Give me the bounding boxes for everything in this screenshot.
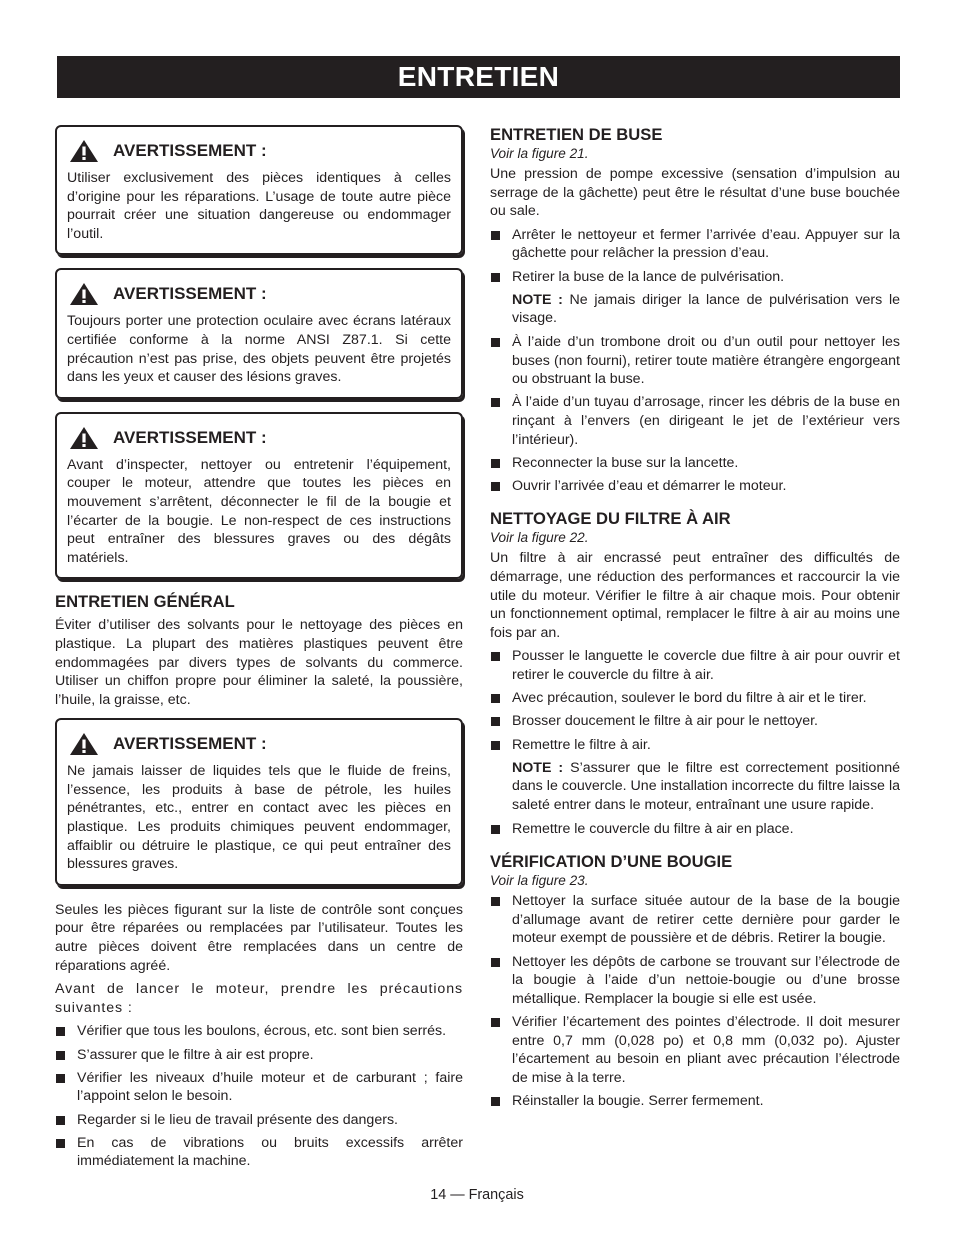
bullet-square-icon xyxy=(491,1097,500,1106)
list-item: En cas de vibrations ou bruits excessifs arrêter immédiatement la machine. xyxy=(55,1134,463,1171)
list-item: Réinstaller la bougie. Serrer fermement. xyxy=(490,1092,900,1111)
bullet-square-icon xyxy=(491,482,500,491)
nozzle-list-2 xyxy=(490,333,900,496)
nozzle-list xyxy=(490,226,900,286)
warning-triangle-icon xyxy=(69,732,99,756)
before-start-text: Avant de lancer le moteur, prendre les précautions suivantes : xyxy=(55,981,463,1016)
before-start-list xyxy=(55,1022,463,1171)
nozzle-text: Une pression de pompe excessive (sensation d’impulsion au serrage de la gâchette) peut être le résultat d’une buse bouchée ou sale. xyxy=(490,166,900,220)
page-banner: ENTRETIEN xyxy=(57,56,900,98)
air-filter-text: Un filtre à air encrassé peut entraîner des difficultés de démarrage, une réduction des performances et raccourcir la vie utile du moteur. Vérifier le filtre à air chaque mois. Pour obtenir un fonctionnement optimal, remplacer le filtre à air au moins une fois par an. xyxy=(490,550,900,641)
bullet-square-icon xyxy=(491,958,500,967)
air-filter-list xyxy=(490,647,900,754)
bullet-square-icon xyxy=(491,694,500,703)
bullet-square-icon xyxy=(491,825,500,834)
list-item: À l’aide d’un tuyau d’arrosage, rincer les débris de la buse en rinçant à l’envers (en dirigeant le jet de l’extérieur vers l’intérieur). xyxy=(490,393,900,449)
warning-text: Ne jamais laisser de liquides tels que le fluide de freins, l’essence, les produits à base de pétrole, les huiles pénétrantes, etc., entrer en contact avec les pièces en plastique. Les produits chimiques peuvent endommager, affaiblir ou détruire le plastique, ce qui peut entraîner des blessures graves. xyxy=(67,763,451,873)
bullet-square-icon xyxy=(491,897,500,906)
general-text: Éviter d’utiliser des solvants pour le nettoyage des pièces en plastique. La plupart des matières plastiques peuvent être endommagées par divers types de solvants du commerce. Utiliser un chiffon propre pour éliminer la saleté, la poussière, l’huile, la graisse, etc. xyxy=(55,617,463,708)
bullet-square-icon xyxy=(491,459,500,468)
left-column xyxy=(55,125,463,1176)
list-item: Retirer la buse de la lance de pulvérisation. xyxy=(490,268,900,287)
list-item: Remettre le filtre à air. xyxy=(490,736,900,755)
bullet-square-icon xyxy=(491,717,500,726)
warning-box-3 xyxy=(55,412,463,580)
list-item: Nettoyer la surface située autour de la base de la bougie d’allumage avant de retirer cette dernière pour garder le moteur exempt de poussière et de débris. Retirer la bougie. xyxy=(490,892,900,948)
list-item: Pousser le languette le covercle due filtre à air pour ouvrir et retirer le couvercle du filtre à air. xyxy=(490,647,900,684)
figure-reference: Voir la figure 23. xyxy=(490,873,589,889)
list-item: Reconnecter la buse sur la lancette. xyxy=(490,454,900,473)
bullet-square-icon xyxy=(491,1018,500,1027)
warning-title: AVERTISSEMENT : xyxy=(113,141,267,160)
bullet-square-icon xyxy=(491,231,500,240)
warning-text: Utiliser exclusivement des pièces identiques à celles d’origine pour les réparations. L’usage de toute autre pièce pourrait créer une situation dangereuse ou endommager l’outil. xyxy=(67,170,451,242)
warning-title: AVERTISSEMENT : xyxy=(113,284,267,304)
parts-text: Seules les pièces figurant sur la liste de contrôle sont conçues pour être réparées ou remplacées par l’utilisateur. Toutes les autre pièces doivent être remplacées dans un centre de réparations agréé. xyxy=(55,901,463,974)
right-column xyxy=(490,125,900,1115)
warning-text: Avant d’inspecter, nettoyer ou entretenir l’équipement, couper le moteur, attendre que toutes les pièces en mouvement s’arrêtent, déconnecter le fil de la bougie et l’écarter de la bougie. Le non-respect de ces instructions peut entraîner des blessures graves ou des dégâts matériels. xyxy=(67,456,451,566)
spark-plug-list xyxy=(490,892,900,1110)
bullet-square-icon xyxy=(491,741,500,750)
section-heading-nozzle: ENTRETIEN DE BUSE xyxy=(490,125,663,144)
list-item: Nettoyer les dépôts de carbone se trouvant sur l’électrode de la bougie à l’aide d’un nettoie-bougie ou d’une brosse métallique. Remplacer la bougie si elle est usée. xyxy=(490,953,900,1009)
section-heading-general: ENTRETIEN GÉNÉRAL xyxy=(55,592,235,612)
list-item: Vérifier que tous les boulons, écrous, etc. sont bien serrés. xyxy=(55,1022,463,1041)
list-item: Vérifier l’écartement des pointes d’électrode. Il doit mesurer entre 0,7 mm (0,028 po) et 0,8 mm (0,032 po). Ajuster l’écartement au besoin en pliant avec précaution l’électrode de mise à la terre. xyxy=(490,1013,900,1087)
warning-title: AVERTISSEMENT : xyxy=(113,734,267,754)
figure-reference: Voir la figure 22. xyxy=(490,530,589,546)
air-filter-note: NOTE : S’assurer que le filtre est correctement positionné dans le couvercle. Une installation incorrecte du filtre laisse la saleté entrer dans le moteur, entraînant une usure rapide. xyxy=(512,759,900,813)
bullet-square-icon xyxy=(491,273,500,282)
nozzle-note: NOTE : Ne jamais diriger la lance de pulvérisation vers le visage. xyxy=(512,291,900,327)
warning-box-1 xyxy=(55,125,463,255)
bullet-square-icon xyxy=(491,338,500,347)
list-item: Avec précaution, soulever le bord du filtre à air et le tirer. xyxy=(490,689,900,708)
list-item: À l’aide d’un trombone droit ou d’un outil pour nettoyer les buses (non fourni), retirer toute matière étrangère engorgeant ou obstruant la buse. xyxy=(490,333,900,389)
list-item: Regarder si le lieu de travail présente des dangers. xyxy=(55,1111,463,1130)
page-footer: 14 — Français xyxy=(430,1187,524,1203)
list-item: Brosser doucement le filtre à air pour le nettoyer. xyxy=(490,712,900,731)
section-heading-air-filter: NETTOYAGE DU FILTRE À AIR xyxy=(490,509,731,529)
bullet-square-icon xyxy=(56,1051,65,1060)
warning-triangle-icon xyxy=(69,139,99,163)
air-filter-list-2 xyxy=(490,820,900,839)
bullet-square-icon xyxy=(56,1139,65,1148)
bullet-square-icon xyxy=(491,398,500,407)
figure-reference: Voir la figure 21. xyxy=(490,146,589,161)
bullet-square-icon xyxy=(56,1074,65,1083)
warning-box-4 xyxy=(55,718,463,886)
warning-text: Toujours porter une protection oculaire avec écrans latéraux certifiée conforme à la norme ANSI Z87.1. Si cette précaution n’est pas prise, des objets peuvent être projetés dans les yeux et causer des lésions graves. xyxy=(67,313,451,386)
warning-triangle-icon xyxy=(69,426,99,450)
list-item: Vérifier les niveaux d’huile moteur et de carburant ; faire l’appoint selon le besoin. xyxy=(55,1069,463,1106)
warning-title: AVERTISSEMENT : xyxy=(113,427,267,447)
bullet-square-icon xyxy=(56,1027,65,1036)
list-item: Remettre le couvercle du filtre à air en place. xyxy=(490,820,900,839)
section-heading-spark-plug: VÉRIFICATION D’UNE BOUGIE xyxy=(490,852,733,872)
list-item: Ouvrir l’arrivée d’eau et démarrer le moteur. xyxy=(490,477,900,496)
list-item: S’assurer que le filtre à air est propre. xyxy=(55,1046,463,1065)
warning-triangle-icon xyxy=(69,282,99,306)
warning-box-2 xyxy=(55,268,463,398)
list-item: Arrêter le nettoyeur et fermer l’arrivée d’eau. Appuyer sur la gâchette pour relâcher la pression d’eau. xyxy=(490,226,900,263)
bullet-square-icon xyxy=(56,1116,65,1125)
bullet-square-icon xyxy=(491,652,500,661)
